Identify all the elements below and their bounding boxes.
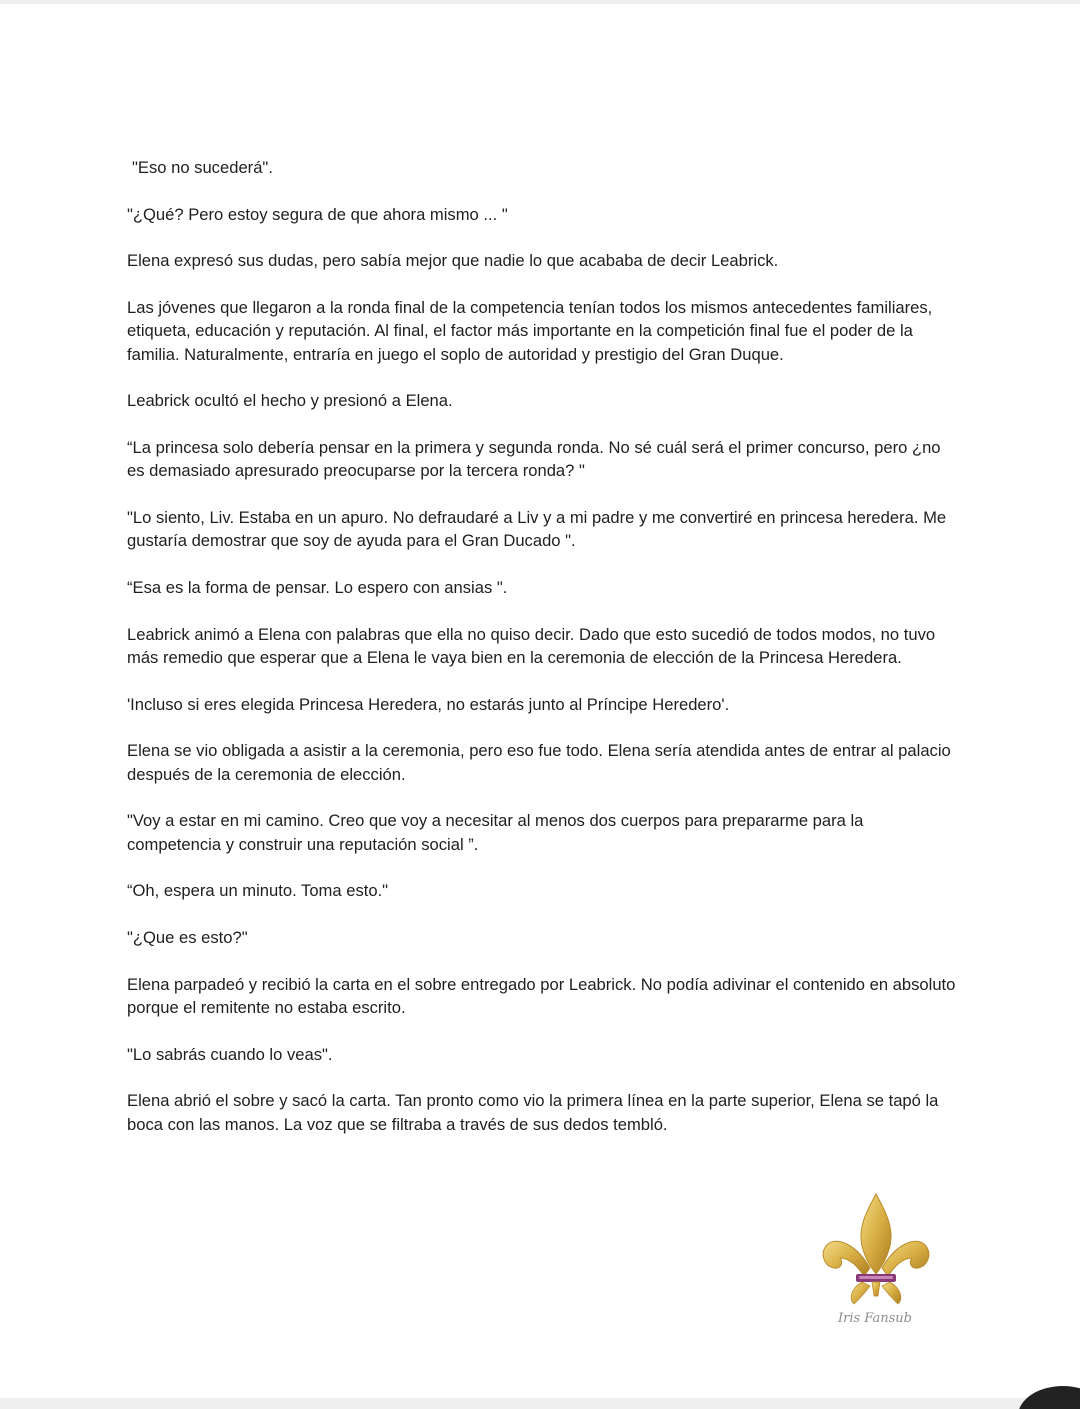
paragraph: “Esa es la forma de pensar. Lo espero con ansias ". [127, 578, 508, 597]
paragraph: “La princesa solo debería pensar en la primera y segunda ronda. No sé cuál será el primer concurso, pero ¿no es demasiado apresurado preocuparse por la tercera ronda? " [127, 438, 941, 481]
document-page [0, 4, 1080, 1398]
paragraph: Elena abrió el sobre y sacó la carta. Tan pronto como vio la primera línea en la parte superior, Elena se tapó la boca con las manos. La voz que se filtraba a través de sus dedos tembló. [127, 1091, 939, 1134]
paragraph: Elena expresó sus dudas, pero sabía mejor que nadie lo que acababa de decir Leabrick. [127, 251, 779, 271]
paragraph: Leabrick animó a Elena con palabras que ella no quiso decir. Dado que esto sucedió de todos modos, no tuvo más remedio que esperar que a Elena le vaya bien en la ceremonia de elección de la Princesa Heredera. [127, 624, 936, 667]
paragraph: "Eso no sucederá". [132, 158, 273, 177]
paragraph: "¿Que es esto?" [127, 928, 248, 948]
paragraph: "Voy a estar en mi camino. Creo que voy a necesitar al menos dos cuerpos para prepararme para la competencia y construir una reputación social ”. [127, 811, 864, 854]
document-body [127, 156, 957, 1159]
paragraph: “Oh, espera un minuto. Toma esto." [127, 881, 389, 901]
watermark-signature: Iris Fansub [838, 1311, 912, 1326]
fleur-de-lis-icon [818, 1190, 936, 1330]
paragraph: "¿Qué? Pero estoy segura de que ahora mismo ... " [127, 204, 508, 224]
paragraph: 'Incluso si eres elegida Princesa Heredera, no estarás junto al Príncipe Heredero'. [127, 694, 730, 714]
paragraph: "Lo sabrás cuando lo veas". [127, 1044, 333, 1064]
paragraph: Las jóvenes que llegaron a la ronda final de la competencia tenían todos los mismos antecedentes familiares, etiqueta, educación y reputación. Al final, el factor más importante en la competición final fue el poder de la familia. Naturalmente, entraría en juego el soplo de autoridad y prestigio del Gran Duque. [127, 298, 933, 364]
paragraph: Leabrick ocultó el hecho y presionó a Elena. [127, 391, 453, 411]
paragraph: Elena se vio obligada a asistir a la ceremonia, pero eso fue todo. Elena sería atendida antes de entrar al palacio después de la ceremonia de elección. [127, 741, 951, 784]
watermark-logo [818, 1190, 936, 1330]
paragraph: "Lo siento, Liv. Estaba en un apuro. No defraudaré a Liv y a mi padre y me convertiré en princesa heredera. Me gustaría demostrar que soy de ayuda para el Gran Ducado ". [127, 508, 947, 551]
paragraph: Elena parpadeó y recibió la carta en el sobre entregado por Leabrick. No podía adivinar el contenido en absoluto porque el remitente no estaba escrito. [127, 974, 956, 1017]
